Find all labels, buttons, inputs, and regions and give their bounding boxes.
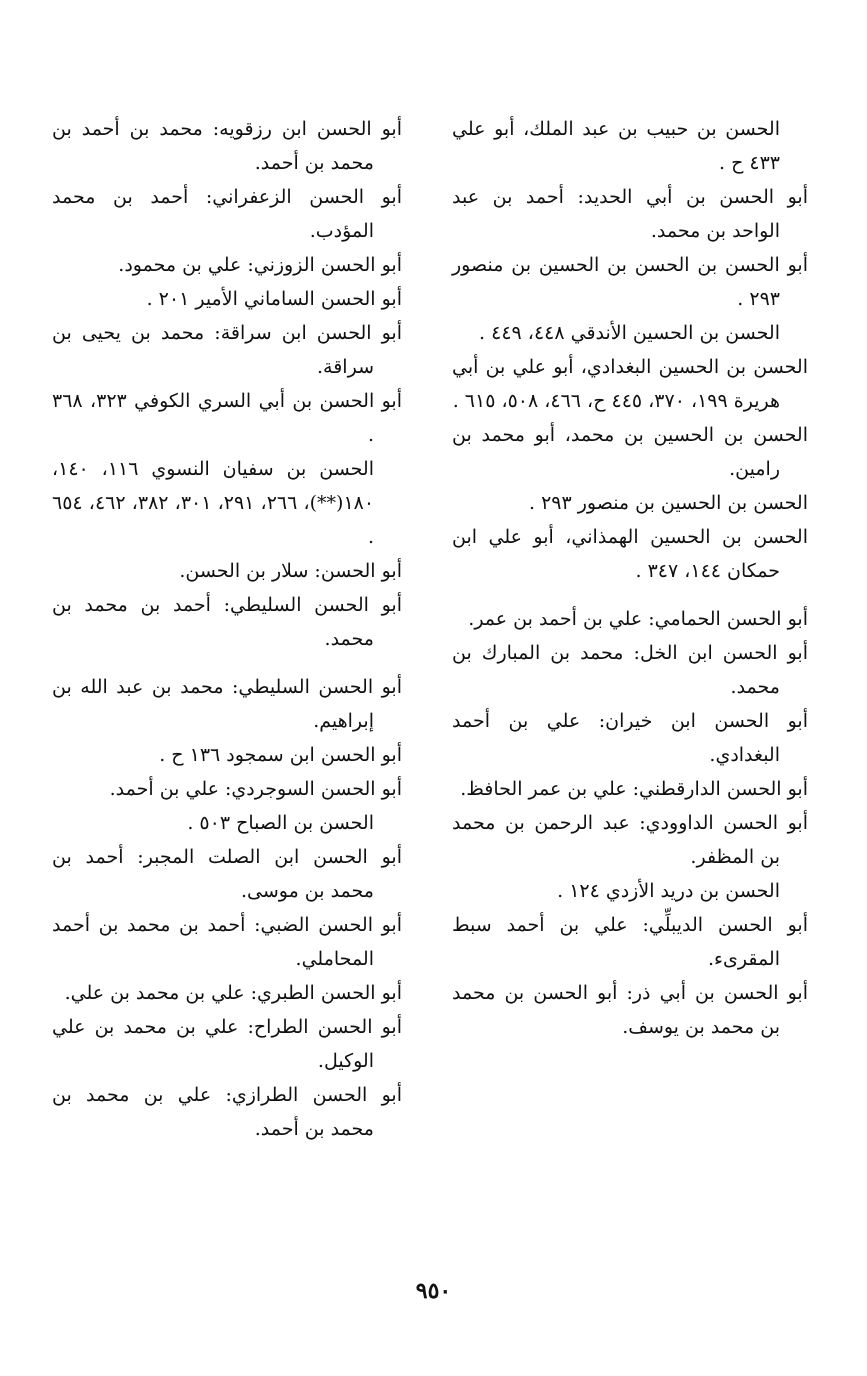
left-column — [52, 112, 402, 1146]
index-entry: الحسن بن الحسين الهمذاني، أبو علي ابن حمكان ١٤٤، ٣٤٧ . — [452, 526, 808, 582]
index-entry: أبو الحسن الزعفراني: أحمد بن محمد المؤدب. — [52, 186, 402, 242]
index-entry: أبو الحسن السليطي: أحمد بن محمد بن محمد. — [52, 594, 402, 650]
index-entry: الحسن بن دريد الأزدي ١٢٤ . — [557, 880, 780, 902]
index-entry: الحسن بن الحسين البغدادي، أبو علي بن أبي هريرة ١٩٩، ٣٧٠، ٤٤٥ ح، ٤٦٦، ٥٠٨، ٦١٥ . — [452, 356, 809, 412]
index-entry: أبو الحسن الزوزني: علي بن محمود. — [118, 254, 402, 276]
index-entry: أبو الحسن الضبي: أحمد بن محمد بن أحمد المحاملي. — [52, 914, 402, 970]
right-column — [452, 112, 808, 1044]
index-entry: أبو الحسن ابن سمجود ١٣٦ ح . — [159, 744, 402, 766]
index-entry: أبو الحسن ابن رزقويه: محمد بن أحمد بن محمد بن أحمد. — [52, 118, 402, 174]
index-entry: الحسن بن الحسين الأندقي ٤٤٨، ٤٤٩ . — [479, 322, 780, 344]
page-number: ٩٥٠ — [415, 1278, 452, 1304]
index-entry: أبو الحسن ابن الخل: محمد بن المبارك بن محمد. — [452, 642, 808, 698]
index-entry: أبو الحسن ابن سراقة: محمد بن يحيى بن سراقة. — [52, 322, 402, 378]
index-entry: أبو الحسن بن أبي الحديد: أحمد بن عبد الواحد بن محمد. — [452, 186, 808, 242]
index-entry: أبو الحسن الدارقطني: علي بن عمر الحافظ. — [460, 778, 808, 800]
index-entry: أبو الحسن بن أبي ذر: أبو الحسن بن محمد بن محمد بن يوسف. — [452, 982, 808, 1038]
index-entry: أبو الحسن الطبري: علي بن محمد بن علي. — [64, 982, 402, 1004]
index-entry: أبو الحسن الطراح: علي بن محمد بن علي الوكيل. — [52, 1016, 402, 1072]
index-entry: أبو الحسن السوجردي: علي بن أحمد. — [109, 778, 402, 800]
index-entry: الحسن بن سفيان النسوي ١١٦، ١٤٠، ١٨٠(**)، ٢٦٦، ٢٩١، ٣٠١، ٣٨٢، ٤٦٢، ٦٥٤ . — [52, 458, 375, 548]
index-entry: الحسن بن حبيب بن عبد الملك، أبو علي ٤٣٣ ح . — [452, 118, 780, 174]
index-entry: أبو الحسن الساماني الأمير ٢٠١ . — [146, 288, 402, 310]
index-entry: أبو الحسن الطرازي: علي بن محمد بن محمد بن أحمد. — [52, 1084, 402, 1140]
index-entry: الحسن بن الصباح ٥٠٣ . — [187, 812, 374, 834]
index-entry: أبو الحسن بن أبي السري الكوفي ٣٢٣، ٣٦٨ . — [52, 390, 403, 446]
index-entry: أبو الحسن الداوودي: عبد الرحمن بن محمد بن المظفر. — [452, 812, 808, 868]
index-entry: أبو الحسن ابن الصلت المجبر: أحمد بن محمد بن موسى. — [52, 846, 402, 902]
index-entry: أبو الحسن السليطي: محمد بن عبد الله بن إبراهيم. — [52, 676, 402, 732]
index-entry: الحسن بن الحسين بن محمد، أبو محمد بن رامين. — [452, 424, 808, 480]
index-entry: أبو الحسن الديبلِّي: علي بن أحمد سبط المقرىء. — [452, 914, 808, 970]
index-entry: الحسن بن الحسين بن منصور ٢٩٣ . — [528, 492, 808, 514]
index-entry: أبو الحسن بن الحسن بن الحسين بن منصور ٢٩٣ . — [452, 254, 808, 310]
index-entry: أبو الحسن الحمامي: علي بن أحمد بن عمر. — [468, 608, 808, 630]
index-entry: أبو الحسن: سلار بن الحسن. — [179, 560, 402, 582]
index-entry: أبو الحسن ابن خيران: علي بن أحمد البغدادي. — [452, 710, 808, 766]
